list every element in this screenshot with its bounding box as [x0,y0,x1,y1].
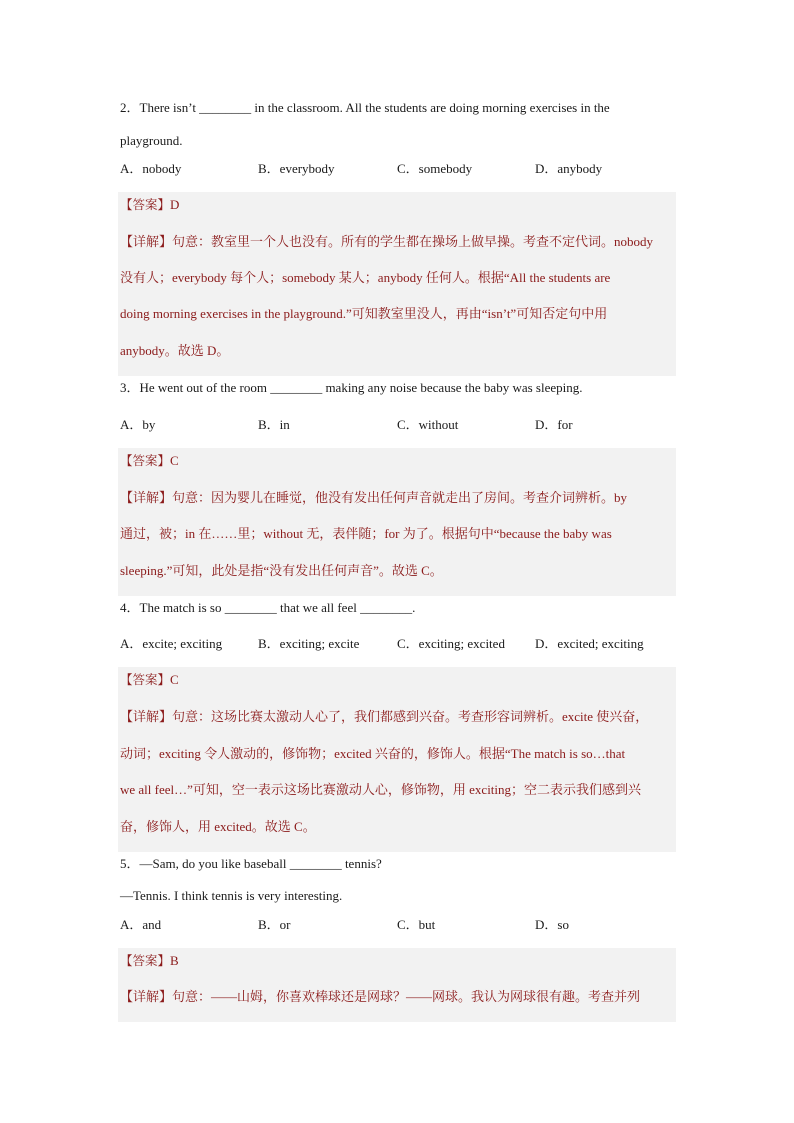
q4-answer-value: C [170,672,179,687]
q3-detail-line-2: 通过，被；in 在……里；without 无，表伴随；for 为了。根据句中“because the baby was [120,526,612,541]
q4-detail-line-2: 动词；exciting 令人激动的，修饰物；excited 兴奋的，修饰人。根据“The match is so…that [120,746,626,761]
q5-answer-value: B [170,953,179,968]
q2-stem-line-2: playground. [120,133,183,148]
q4-option-c: C．exciting; excited [397,636,505,651]
q3-stem-line-1: 3．He went out of the room ________ making any noise because the baby was sleeping. [120,380,583,395]
q5-answer [120,952,179,970]
q2-detail-line-2: 没有人；everybody 每个人；somebody 某人；anybody 任何人。根据“All the students are [120,270,611,285]
q2-answer [120,196,179,214]
q5-answer-box [118,948,676,1022]
q3-detail-line-1: 【详解】句意：因为婴儿在睡觉，他没有发出任何声音就走出了房间。考查介词辨析。by [120,490,628,505]
q2-option-a: A．nobody [120,161,182,176]
q5-option-b: B．or [258,917,291,932]
q3-answer-tag: 【答案】 [120,453,171,468]
q4-option-a: A．excite; exciting [120,636,223,651]
q4-option-d: D．excited; exciting [535,636,644,651]
q2-detail-line-3: doing morning exercises in the playground.”可知教室里没人，再由“isn’t”可知否定句中用 [120,306,608,321]
q2-answer-value: D [170,197,180,212]
q5-stem-line-2: —Tennis. I think tennis is very interesting. [120,888,343,903]
q5-option-c: C．but [397,917,436,932]
q3-detail-line-3: sleeping.”可知，此处是指“没有发出任何声音”。故选 C。 [120,563,443,578]
q4-option-b: B．exciting; excite [258,636,360,651]
q4-answer-tag: 【答案】 [120,672,171,687]
q5-answer-tag: 【答案】 [120,953,171,968]
q5-stem-line-1: 5．—Sam, do you like baseball ________ tennis? [120,856,382,871]
q3-answer [120,452,179,470]
q3-answer-value: C [170,453,179,468]
q2-stem-line-1: 2．There isn’t ________ in the classroom. All the students are doing morning exercises in the [120,100,610,115]
q2-option-d: D．anybody [535,161,603,176]
q5-option-a: A．and [120,917,162,932]
q4-detail-line-4: 奋，修饰人，用 excited。故选 C。 [120,819,316,834]
q3-option-c: C．without [397,417,459,432]
q3-option-b: B．in [258,417,290,432]
q2-detail-line-4: anybody。故选 D。 [120,343,230,358]
q4-detail-line-3: we all feel…”可知，空一表示这场比赛激动人心，修饰物，用 exciting；空二表示我们感到兴 [120,782,642,797]
q2-option-b: B．everybody [258,161,335,176]
q5-option-d: D．so [535,917,569,932]
q3-option-a: A．by [120,417,156,432]
q4-answer [120,671,179,689]
q2-detail-line-1: 【详解】句意：教室里一个人也没有。所有的学生都在操场上做早操。考查不定代词。nobody [120,234,654,249]
q2-answer-tag: 【答案】 [120,197,171,212]
q5-detail-line-1: 【详解】句意：——山姆，你喜欢棒球还是网球？——网球。我认为网球很有趣。考查并列 [120,989,641,1004]
q4-stem-line-1: 4．The match is so ________ that we all feel ________. [120,600,416,615]
q4-detail-line-1: 【详解】句意：这场比赛太激动人心了，我们都感到兴奋。考查形容词辨析。excite 使兴奋， [120,709,649,724]
q2-option-c: C．somebody [397,161,473,176]
q3-option-d: D．for [535,417,573,432]
